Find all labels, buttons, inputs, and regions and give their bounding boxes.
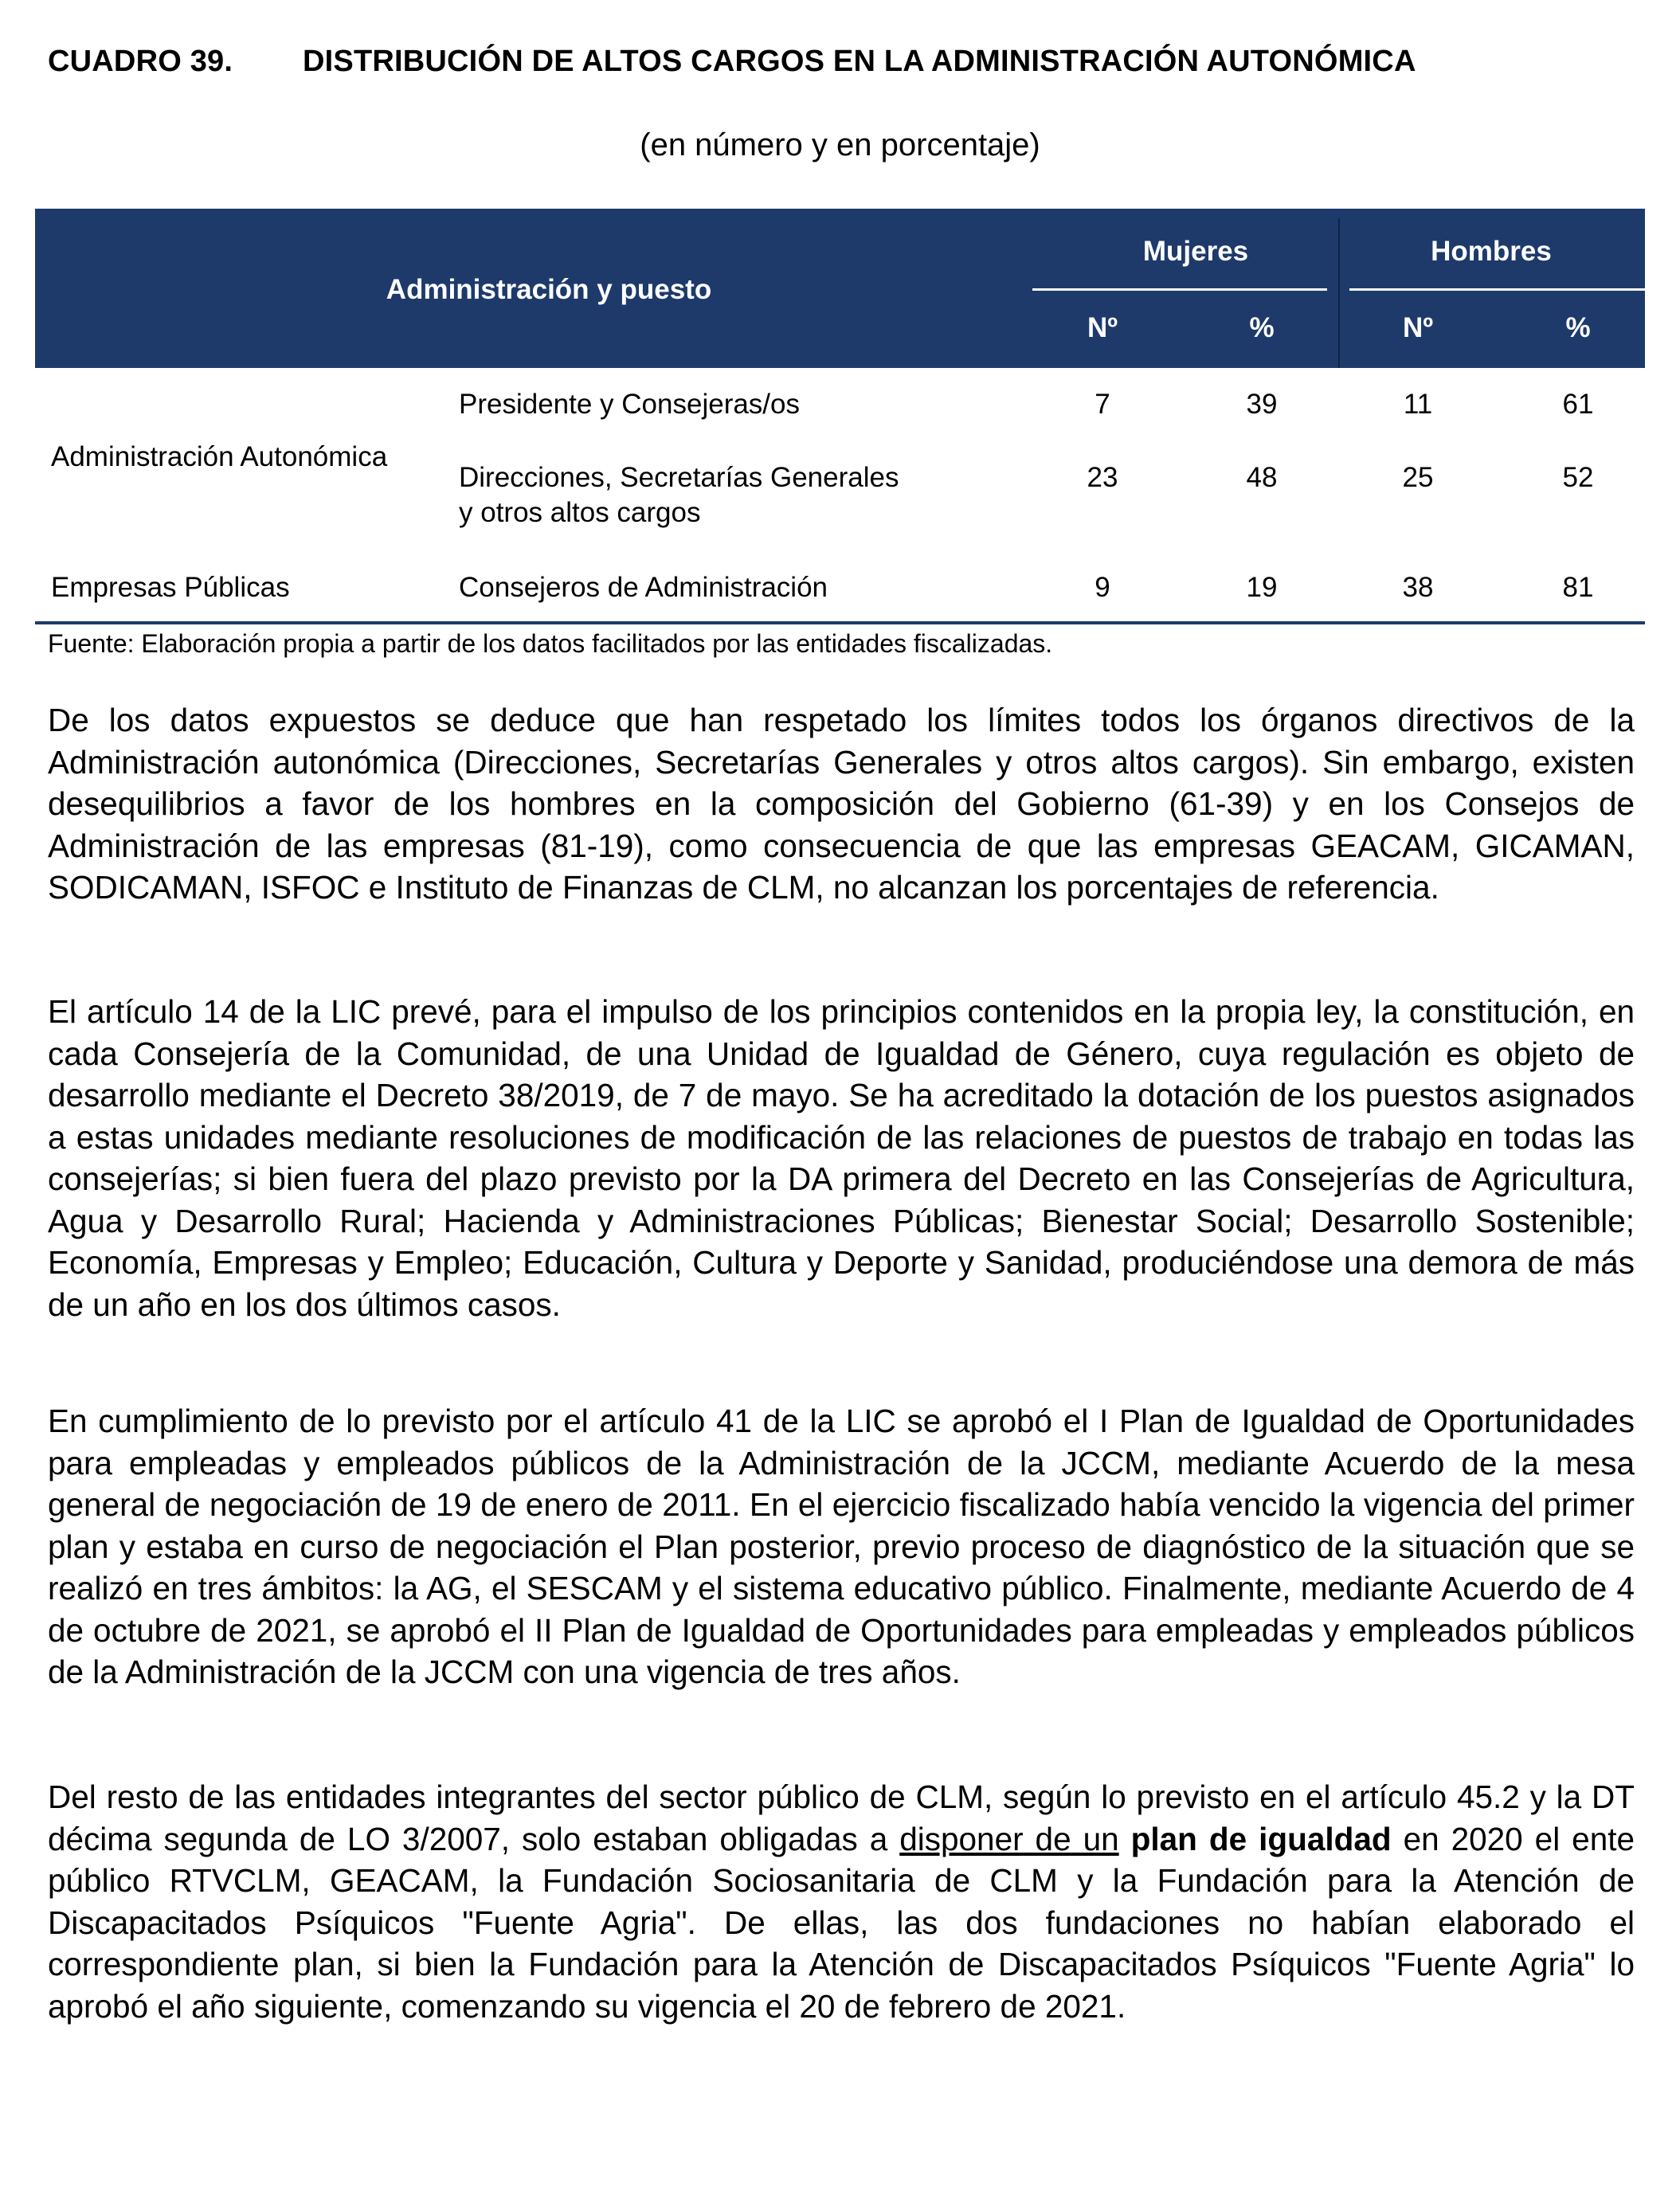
header-pct-hombres: % [1565,312,1591,343]
table-body [35,368,1645,623]
row-2-post-cont: y otros altos cargos [459,497,701,528]
table-source-note: Fuente: Elaboración propia a partir de los datos facilitados por las entidades fiscalizadas. [48,629,1053,658]
header-separator [1338,218,1340,368]
row-3-women-pct: 19 [1246,572,1278,603]
row-2-women-pct: 48 [1246,462,1278,493]
group-administracion-autonomica: Administración Autonómica [51,441,388,472]
row-1-women-pct: 39 [1246,389,1278,420]
row-1-men-pct: 61 [1562,389,1594,420]
paragraph-4-underlined: disponer de un [899,1820,1119,1857]
table-header [35,209,1645,368]
header-n-hombres: Nº [1402,312,1434,343]
paragraph-3: En cumplimiento de lo previsto por el artículo 41 de la LIC se aprobó el I Plan de Igualdad de Oportunidades para empleadas y empleados públicos de la Administración de la JCCM, mediante Acuerdo de la mesa general de negociación de 19 de enero de 2011. En el ejercicio fiscalizado había vencido la vigencia del primer plan y estaba en curso de negociación el Plan posterior, previo proceso de diagnóstico de la situación que se realizó en tres ámbitos: la AG, el SESCAM y el sistema educativo público. Finalmente, mediante Acuerdo de 4 de octubre de 2021, se aprobó el II Plan de Igualdad de Oportunidades para empleadas y empleados públicos de la Administración de la JCCM con una vigencia de tres años. [48,1403,1635,1690]
row-3-women-n: 9 [1095,572,1110,603]
table-number: CUADRO 39. [48,45,233,78]
header-hombres: Hombres [1431,236,1552,267]
row-3-men-n: 38 [1402,572,1434,603]
paragraph-4-part-2: en 2020 el ente público RTVCLM, GEACAM, la Fundación Sociosanitaria de CLM y la Fundación para la Atención de Discapacitados Psíquicos "Fuente Agria". De ellas, las dos fundaciones no habían elaborado el correspondiente plan, si bien la Fundación para la Atención de Discapacitados Psíquicos "Fuente Agria" lo aprobó el año siguiente, comenzando su vigencia el 20 de febrero de 2021. [48,1820,1635,2025]
row-2-men-n: 25 [1402,462,1434,493]
paragraph-4 [48,1776,1635,2027]
group-empresas-publicas: Empresas Públicas [51,572,290,603]
header-mujeres: Mujeres [1142,236,1249,267]
row-3-men-pct: 81 [1562,572,1594,603]
table-title-text: DISTRIBUCIÓN DE ALTOS CARGOS EN LA ADMINISTRACIÓN AUTONÓMICA [303,45,1416,78]
header-pct-mujeres: % [1249,312,1275,343]
paragraph-4-bold: plan de igualdad [1130,1820,1392,1857]
row-3-post: Consejeros de Administración [459,572,828,603]
table-subtitle: (en número y en porcentaje) [640,127,1040,162]
row-1-men-n: 11 [1403,389,1433,420]
row-1-women-n: 7 [1095,389,1110,420]
table-title [48,45,1633,79]
row-2-post: Direcciones, Secretarías Generales [459,462,899,493]
header-rule-mujeres [1032,288,1327,291]
header-administracion-puesto: Administración y puesto [386,274,712,305]
row-2-men-pct: 52 [1562,462,1594,493]
table-bottom-rule [35,621,1645,624]
header-n-mujeres: Nº [1087,312,1118,343]
paragraph-1: De los datos expuestos se deduce que han respetado los límites todos los órganos directivos de la Administración autonómica (Direcciones, Secretarías Generales y otros altos cargos). Sin embargo, existen desequilibrios a favor de los hombres en la composición del Gobierno (61-39) y en los Consejos de Administración de las empresas (81-19), como consecuencia de que las empresas GEACAM, GICAMAN, SODICAMAN, ISFOC e Instituto de Finanzas de CLM, no alcanzan los porcentajes de referencia. [48,702,1635,906]
row-2-women-n: 23 [1087,462,1118,493]
paragraph-4-part-1: Del resto de las entidades integrantes del sector público de CLM, según lo previsto en el artículo 45.2 y la DT décima segunda de LO 3/2007, solo estaban obligadas a [48,1779,1635,1857]
row-1-post: Presidente y Consejeras/os [459,389,800,420]
header-rule-hombres [1349,288,1645,291]
paragraph-2: El artículo 14 de la LIC prevé, para el impulso de los principios contenidos en la propia ley, la constitución, en cada Consejería de la Comunidad, de una Unidad de Igualdad de Género, cuya regulación es objeto de desarrollo mediante el Decreto 38/2019, de 7 de mayo. Se ha acreditado la dotación de los puestos asignados a estas unidades mediante resoluciones de modificación de las relaciones de puestos de trabajo en todas las consejerías; si bien fuera del plazo previsto por la DA primera del Decreto en las Consejerías de Agricultura, Agua y Desarrollo Rural; Hacienda y Administraciones Públicas; Bienestar Social; Desarrollo Sostenible; Economía, Empresas y Empleo; Educación, Cultura y Deporte y Sanidad, produciéndose una demora de más de un año en los dos últimos casos. [48,993,1635,1323]
